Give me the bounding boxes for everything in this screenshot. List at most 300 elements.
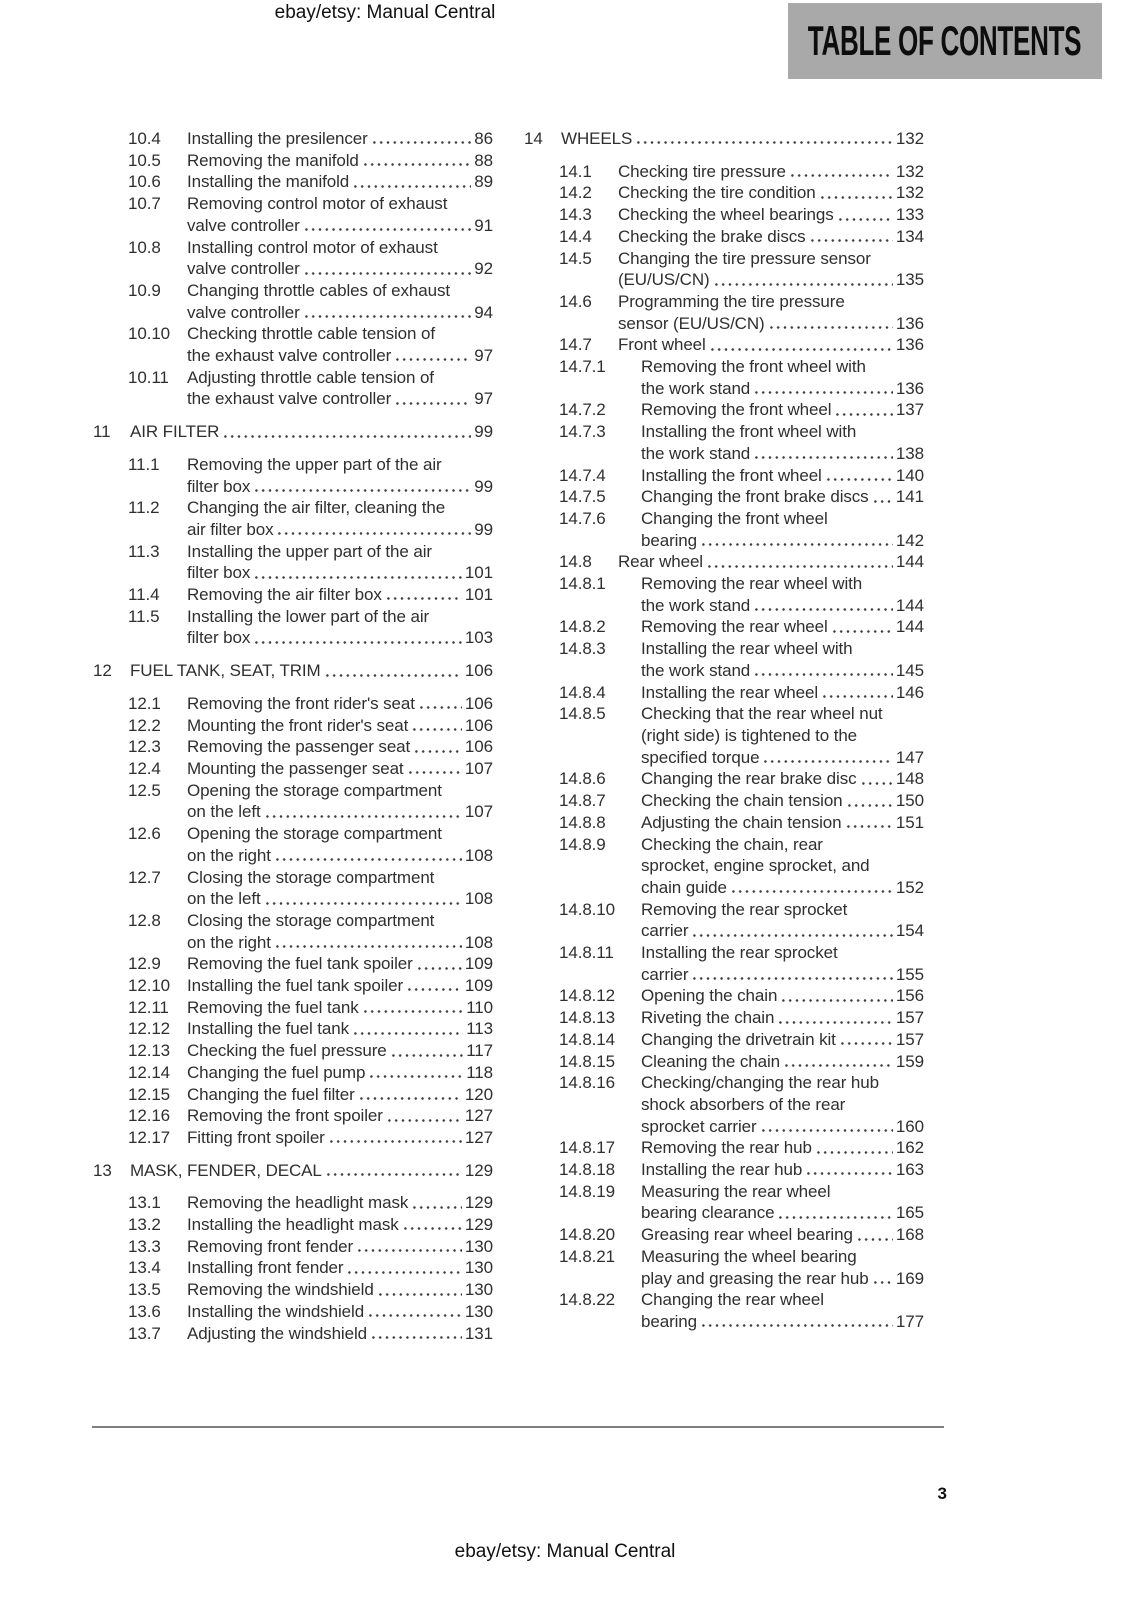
toc bbox=[93, 128, 924, 1344]
toc-entry-title: Checking throttle cable tension of bbox=[187, 324, 435, 344]
toc-entry-page: 103 bbox=[464, 628, 493, 648]
toc-entry-title: Removing the front spoiler bbox=[187, 1106, 383, 1126]
toc-entry-title: Removing the windshield bbox=[187, 1280, 374, 1300]
dot-leader bbox=[406, 975, 462, 997]
toc-entry-title: Measuring the rear wheel bbox=[641, 1181, 831, 1201]
toc-entry-title: the exhaust valve controller bbox=[187, 389, 392, 409]
toc-entry bbox=[524, 1137, 924, 1159]
toc-entry-page: 108 bbox=[464, 889, 493, 909]
toc-entry-page: 108 bbox=[464, 932, 493, 952]
toc-entry bbox=[524, 812, 924, 834]
toc-entry-number: 13.5 bbox=[128, 1280, 161, 1300]
dot-leader bbox=[760, 1116, 893, 1138]
dot-leader bbox=[394, 388, 471, 410]
toc-entry-page: 147 bbox=[895, 747, 924, 767]
dot-leader bbox=[753, 595, 893, 617]
toc-entry-title: Removing the front wheel bbox=[641, 400, 832, 420]
toc-entry-title: sprocket carrier bbox=[641, 1116, 757, 1136]
toc-entry bbox=[524, 161, 924, 183]
toc-entry-number: 14.7 bbox=[559, 335, 592, 355]
toc-entry-title: Installing the fuel tank bbox=[187, 1019, 350, 1039]
dot-leader bbox=[860, 768, 893, 790]
toc-entry-title: Removing the rear sprocket bbox=[641, 899, 848, 919]
toc-entry-title: Removing front fender bbox=[187, 1236, 354, 1256]
toc-entry bbox=[93, 910, 493, 953]
toc-entry-page: 144 bbox=[895, 595, 924, 615]
toc-entry-title: Checking the wheel bearings bbox=[618, 205, 834, 225]
toc-entry-page: 106 bbox=[464, 661, 493, 681]
toc-entry-page: 88 bbox=[474, 150, 493, 170]
toc-entry-title: on the right bbox=[187, 932, 271, 952]
toc-entry-number: 12.16 bbox=[128, 1106, 171, 1126]
toc-entry bbox=[93, 1257, 493, 1279]
toc-entry-page: 131 bbox=[464, 1323, 493, 1343]
toc-entry-number: 12.1 bbox=[128, 693, 161, 713]
toc-entry-number: 10.9 bbox=[128, 280, 161, 300]
toc-entry-page: 92 bbox=[474, 259, 493, 279]
dot-leader bbox=[303, 258, 472, 280]
toc-entry-title: Front wheel bbox=[618, 335, 706, 355]
toc-entry-title: Installing the lower part of the air bbox=[187, 606, 430, 626]
toc-entry-number: 14.8.20 bbox=[559, 1225, 616, 1245]
dot-leader bbox=[789, 161, 893, 183]
toc-entry bbox=[524, 1224, 924, 1246]
toc-entry-number: 10.11 bbox=[128, 367, 169, 387]
toc-entry-title: Installing the rear wheel with bbox=[641, 639, 853, 659]
toc-entry-number: 11.2 bbox=[128, 498, 160, 518]
toc-entry-title: Adjusting the windshield bbox=[187, 1323, 367, 1343]
toc-entry-title: Mounting the front rider's seat bbox=[187, 715, 409, 735]
toc-entry-title: Opening the storage compartment bbox=[187, 780, 442, 800]
dot-leader bbox=[358, 1084, 462, 1106]
toc-entry-page: 151 bbox=[895, 812, 924, 832]
dot-leader bbox=[325, 1160, 462, 1182]
toc-entry-page: 145 bbox=[895, 660, 924, 680]
toc-entry-number: 14.4 bbox=[559, 226, 592, 246]
toc-entry-number: 12 bbox=[93, 661, 112, 681]
toc-entry-title: Changing the rear wheel bbox=[641, 1290, 824, 1310]
toc-entry-page: 91 bbox=[474, 215, 493, 235]
toc-entry-title: Removing the rear wheel bbox=[641, 617, 828, 637]
toc-entry bbox=[93, 1127, 493, 1149]
toc-entry-title: Changing the rear brake disc bbox=[641, 769, 857, 789]
dot-leader bbox=[370, 1323, 462, 1345]
dot-leader bbox=[872, 486, 893, 508]
toc-entry-page: 157 bbox=[895, 1029, 924, 1049]
toc-entry bbox=[93, 541, 493, 584]
dot-leader bbox=[264, 801, 462, 823]
toc-entry-number: 14.8.2 bbox=[559, 617, 606, 637]
toc-entry-page: 156 bbox=[895, 986, 924, 1006]
dot-leader bbox=[377, 1279, 462, 1301]
toc-entry bbox=[524, 486, 924, 508]
toc-entry-page: 133 bbox=[895, 205, 924, 225]
toc-entry-page: 109 bbox=[464, 976, 493, 996]
toc-entry-title: Greasing rear wheel bearing bbox=[641, 1225, 853, 1245]
dot-leader bbox=[324, 660, 462, 682]
toc-entry-number: 13.3 bbox=[128, 1236, 161, 1256]
toc-entry-title: Riveting the chain bbox=[641, 1008, 775, 1028]
toc-entry-number: 14.8.6 bbox=[559, 769, 606, 789]
toc-entry-number: 10.10 bbox=[128, 324, 171, 344]
dot-leader bbox=[837, 204, 893, 226]
toc-entry-page: 130 bbox=[464, 1258, 493, 1278]
toc-entry bbox=[524, 768, 924, 790]
dot-leader bbox=[411, 1192, 462, 1214]
toc-entry-number: 13.6 bbox=[128, 1301, 161, 1321]
toc-section bbox=[93, 421, 493, 443]
toc-entry-page: 141 bbox=[895, 487, 924, 507]
toc-entry-number: 14.7.1 bbox=[559, 357, 606, 377]
toc-entry-number: 12.13 bbox=[128, 1041, 171, 1061]
toc-entry-title: bearing bbox=[641, 530, 698, 550]
dot-leader bbox=[416, 953, 462, 975]
toc-entry-page: 127 bbox=[464, 1127, 493, 1147]
toc-entry-number: 14.8.5 bbox=[559, 704, 606, 724]
toc-entry-title: bearing clearance bbox=[641, 1203, 775, 1223]
dot-leader bbox=[328, 1127, 462, 1149]
toc-entry bbox=[93, 736, 493, 758]
toc-entry-page: 162 bbox=[895, 1138, 924, 1158]
toc-entry-title: on the right bbox=[187, 845, 271, 865]
toc-entry bbox=[524, 291, 924, 334]
dot-leader bbox=[815, 1137, 893, 1159]
toc-entry-page: 118 bbox=[466, 1062, 493, 1082]
toc-entry-number: 14.1 bbox=[559, 161, 592, 181]
toc-entry-page: 163 bbox=[895, 1160, 924, 1180]
toc-entry-number: 12.10 bbox=[128, 976, 171, 996]
toc-entry bbox=[524, 942, 924, 985]
toc-entry-title: Changing the fuel filter bbox=[187, 1084, 355, 1104]
toc-entry-title: Removing the rear wheel with bbox=[641, 574, 863, 594]
toc-entry bbox=[93, 1301, 493, 1323]
toc-entry-page: 106 bbox=[464, 715, 493, 735]
toc-entry-page: 94 bbox=[474, 302, 493, 322]
toc-entry-number: 12.17 bbox=[128, 1127, 171, 1147]
toc-entry bbox=[524, 421, 924, 464]
toc-entry-title: Adjusting throttle cable tension of bbox=[187, 367, 434, 387]
toc-entry-title: Installing the presilencer bbox=[187, 129, 368, 148]
toc-entry-page: 101 bbox=[464, 563, 493, 583]
toc-entry bbox=[524, 551, 924, 573]
toc-entry-title: Programming the tire pressure bbox=[618, 291, 845, 311]
toc-entry bbox=[524, 1246, 924, 1289]
toc-entry-title: Changing the drivetrain kit bbox=[641, 1029, 836, 1049]
toc-entry-title: Mounting the passenger seat bbox=[187, 758, 404, 778]
toc-entry-page: 134 bbox=[895, 226, 924, 246]
toc-entry-title: Installing the rear hub bbox=[641, 1160, 803, 1180]
toc-entry-page: 109 bbox=[464, 954, 493, 974]
toc-entry bbox=[524, 248, 924, 291]
toc-entry-number: 14.8.10 bbox=[559, 899, 616, 919]
toc-entry-page: 135 bbox=[895, 270, 924, 290]
toc-entry-number: 14.6 bbox=[559, 291, 592, 311]
toc-entry-page: 138 bbox=[895, 443, 924, 463]
toc-entry-number: 14 bbox=[524, 129, 543, 148]
toc-entry-number: 12.4 bbox=[128, 758, 161, 778]
toc-entry-title: (right side) is tightened to the bbox=[641, 725, 858, 745]
toc-entry-title: the work stand bbox=[641, 660, 751, 680]
toc-entry bbox=[524, 790, 924, 812]
toc-entry bbox=[524, 182, 924, 204]
toc-entry bbox=[93, 867, 493, 910]
toc-entry-title: valve controller bbox=[187, 302, 300, 322]
toc-entry-page: 107 bbox=[464, 802, 493, 822]
toc-entry bbox=[93, 454, 493, 497]
footer-site-label: ebay/etsy: Manual Central bbox=[454, 1541, 676, 1562]
dot-leader bbox=[362, 997, 464, 1019]
toc-entry-number: 12.15 bbox=[128, 1084, 171, 1104]
toc-entry-number: 11 bbox=[93, 422, 111, 442]
toc-entry bbox=[93, 171, 493, 193]
toc-entry-number: 14.8.12 bbox=[559, 986, 616, 1006]
table-of-contents-banner bbox=[788, 3, 1102, 79]
toc-entry-page: 129 bbox=[464, 1193, 493, 1213]
toc-entry-title: Opening the storage compartment bbox=[187, 824, 442, 844]
toc-entry-title: Installing the upper part of the air bbox=[187, 541, 432, 561]
dot-leader bbox=[777, 1007, 893, 1029]
toc-entry-page: 97 bbox=[474, 346, 493, 366]
toc-entry-title: Installing the rear sprocket bbox=[641, 943, 838, 963]
toc-entry-title: the work stand bbox=[641, 595, 751, 615]
toc-entry-page: 136 bbox=[895, 313, 924, 333]
toc-entry bbox=[93, 1323, 493, 1345]
toc-entry-title: Rear wheel bbox=[618, 552, 703, 572]
header-site-label: ebay/etsy: Manual Central bbox=[274, 2, 496, 23]
toc-entry-number: 10.6 bbox=[128, 172, 161, 192]
dot-leader bbox=[407, 758, 462, 780]
toc-entry-page: 157 bbox=[895, 1008, 924, 1028]
dot-leader bbox=[730, 877, 893, 899]
toc-entry bbox=[93, 975, 493, 997]
toc-entry-title: Removing the front wheel with bbox=[641, 357, 866, 377]
dot-leader bbox=[777, 1202, 892, 1224]
toc-entry-title: Installing the front wheel with bbox=[641, 422, 857, 442]
dot-leader bbox=[367, 1301, 462, 1323]
toc-entry bbox=[524, 1007, 924, 1029]
toc-section bbox=[93, 1160, 493, 1182]
toc-entry-page: 97 bbox=[474, 389, 493, 409]
toc-entry-page: 130 bbox=[464, 1280, 493, 1300]
toc-entry bbox=[93, 323, 493, 366]
toc-entry-title: Removing the rear hub bbox=[641, 1138, 812, 1158]
toc-entry-number: 14.2 bbox=[559, 183, 592, 203]
toc-entry-number: 12.11 bbox=[128, 997, 169, 1017]
toc-entry-page: 144 bbox=[895, 617, 924, 637]
dot-leader bbox=[845, 812, 893, 834]
toc-entry-number: 14.8.9 bbox=[559, 834, 606, 854]
toc-entry-title: Checking that the rear wheel nut bbox=[641, 704, 883, 724]
dot-leader bbox=[691, 920, 892, 942]
footer-rule bbox=[92, 1426, 944, 1428]
dot-leader bbox=[385, 584, 462, 606]
toc-entry bbox=[93, 1040, 493, 1062]
toc-entry-title: (EU/US/CN) bbox=[618, 270, 710, 290]
dot-leader bbox=[709, 334, 893, 356]
toc-entry-title: Opening the chain bbox=[641, 986, 778, 1006]
toc-entry bbox=[93, 606, 493, 649]
toc-entry bbox=[524, 899, 924, 942]
toc-entry-page: 99 bbox=[474, 519, 493, 539]
toc-entry-title: Installing front fender bbox=[187, 1258, 344, 1278]
toc-entry-title: Changing the front wheel bbox=[641, 508, 828, 528]
toc-entry-number: 14.7.2 bbox=[559, 400, 606, 420]
toc-entry-number: 14.7.3 bbox=[559, 422, 606, 442]
toc-entry-title: Closing the storage compartment bbox=[187, 867, 435, 887]
dot-leader bbox=[700, 530, 893, 552]
toc-entry-title: on the left bbox=[187, 889, 261, 909]
toc-entry-page: 132 bbox=[895, 161, 924, 181]
toc-entry-number: 14.8.3 bbox=[559, 639, 606, 659]
toc-entry-title: Removing the fuel tank bbox=[187, 997, 359, 1017]
toc-entry bbox=[524, 1289, 924, 1332]
dot-leader bbox=[390, 1040, 464, 1062]
toc-entry-number: 12.5 bbox=[128, 780, 161, 800]
toc-entry-page: 168 bbox=[895, 1225, 924, 1245]
toc-entry bbox=[524, 226, 924, 248]
toc-entry-title: filter box bbox=[187, 628, 251, 648]
toc-entry-number: 12.12 bbox=[128, 1019, 171, 1039]
dot-leader bbox=[394, 345, 471, 367]
toc-entry-page: 86 bbox=[474, 129, 493, 148]
toc-entry-title: carrier bbox=[641, 964, 689, 984]
toc-entry bbox=[93, 1018, 493, 1040]
dot-leader bbox=[368, 1062, 463, 1084]
toc-entry bbox=[93, 1062, 493, 1084]
toc-entry-title: Checking the tire condition bbox=[618, 183, 816, 203]
toc-entry-title: FUEL TANK, SEAT, TRIM bbox=[130, 661, 321, 681]
toc-entry-title: Changing the tire pressure sensor bbox=[618, 248, 871, 268]
toc-entry-title: Cleaning the chain bbox=[641, 1051, 781, 1071]
toc-entry-page: 108 bbox=[464, 845, 493, 865]
toc-entry-title: Checking the fuel pressure bbox=[187, 1041, 387, 1061]
toc-entry bbox=[524, 508, 924, 551]
toc-entry bbox=[524, 616, 924, 638]
toc-entry-page: 107 bbox=[464, 758, 493, 778]
toc-entry bbox=[93, 997, 493, 1019]
dot-leader bbox=[371, 128, 472, 150]
dot-leader bbox=[413, 736, 462, 758]
toc-entry-title: filter box bbox=[187, 563, 251, 583]
dot-leader bbox=[386, 1105, 462, 1127]
toc-entry-title: filter box bbox=[187, 476, 251, 496]
toc-entry-page: 136 bbox=[895, 335, 924, 355]
toc-entry bbox=[93, 758, 493, 780]
toc-entry-title: Checking/changing the rear hub bbox=[641, 1073, 879, 1093]
toc-entry-page: 106 bbox=[464, 693, 493, 713]
toc-entry-page: 152 bbox=[895, 877, 924, 897]
toc-entry-number: 12.14 bbox=[128, 1062, 171, 1082]
toc-entry-title: Removing the passenger seat bbox=[187, 737, 411, 757]
toc-entry bbox=[524, 465, 924, 487]
toc-entry bbox=[524, 1029, 924, 1051]
toc-entry-page: 154 bbox=[895, 921, 924, 941]
dot-leader bbox=[352, 171, 471, 193]
toc-entry bbox=[93, 1236, 493, 1258]
toc-entry-page: 117 bbox=[466, 1041, 493, 1061]
toc-entry bbox=[93, 823, 493, 866]
toc-entry-number: 14.8.11 bbox=[559, 943, 614, 963]
toc-entry bbox=[524, 399, 924, 421]
toc-entry-title: Changing the air filter, cleaning the bbox=[187, 498, 446, 518]
toc-entry bbox=[524, 1159, 924, 1181]
toc-entry-title: sensor (EU/US/CN) bbox=[618, 313, 765, 333]
toc-entry-page: 177 bbox=[895, 1311, 924, 1331]
toc-entry-title: Installing the rear wheel bbox=[641, 682, 819, 702]
toc-entry-page: 160 bbox=[895, 1116, 924, 1136]
dot-leader bbox=[253, 476, 471, 498]
toc-entry-title: Checking the chain, rear bbox=[641, 834, 823, 854]
dot-leader bbox=[303, 302, 472, 324]
toc-entry-page: 130 bbox=[464, 1236, 493, 1256]
toc-entry-number: 14.8.4 bbox=[559, 682, 606, 702]
dot-leader bbox=[856, 1224, 893, 1246]
dot-leader bbox=[274, 932, 462, 954]
dot-leader bbox=[352, 1018, 463, 1040]
dot-leader bbox=[346, 1257, 461, 1279]
toc-entry-number: 14.8.17 bbox=[559, 1138, 616, 1158]
toc-entry-number: 10.4 bbox=[128, 129, 161, 148]
dot-leader bbox=[635, 128, 893, 150]
toc-entry-number: 10.5 bbox=[128, 150, 161, 170]
toc-entry-title: Removing the headlight mask bbox=[187, 1193, 409, 1213]
toc-section bbox=[93, 660, 493, 682]
toc-entry-title: carrier bbox=[641, 921, 689, 941]
dot-leader bbox=[753, 660, 893, 682]
toc-entry bbox=[524, 985, 924, 1007]
dot-leader bbox=[356, 1236, 462, 1258]
toc-entry-title: the work stand bbox=[641, 443, 751, 463]
toc-entry-page: 113 bbox=[466, 1019, 493, 1039]
toc-entry bbox=[93, 780, 493, 823]
dot-leader bbox=[418, 693, 462, 715]
toc-entry-number: 11.5 bbox=[128, 606, 160, 626]
toc-entry bbox=[524, 204, 924, 226]
dot-leader bbox=[834, 399, 893, 421]
toc-entry bbox=[93, 1105, 493, 1127]
toc-entry bbox=[524, 1072, 924, 1137]
toc-entry-number: 14.8.22 bbox=[559, 1290, 616, 1310]
toc-entry-number: 14.5 bbox=[559, 248, 592, 268]
toc-entry-number: 14.7.5 bbox=[559, 487, 606, 507]
toc-entry-page: 136 bbox=[895, 378, 924, 398]
toc-entry-number: 12.7 bbox=[128, 867, 161, 887]
toc-entry bbox=[93, 1214, 493, 1236]
toc-entry-title: WHEELS bbox=[561, 129, 633, 148]
toc-entry-title: Checking the brake discs bbox=[618, 226, 806, 246]
dot-leader bbox=[253, 562, 462, 584]
toc-entry-number: 11.3 bbox=[128, 541, 160, 561]
toc-entry-number: 14.8.14 bbox=[559, 1029, 616, 1049]
toc-entry-page: 127 bbox=[464, 1106, 493, 1126]
toc-entry-number: 12.6 bbox=[128, 824, 161, 844]
toc-entry-page: 155 bbox=[895, 964, 924, 984]
toc-entry-title: Checking tire pressure bbox=[618, 161, 786, 181]
toc-entry-title: shock absorbers of the rear bbox=[641, 1094, 846, 1114]
toc-entry-number: 14.8.18 bbox=[559, 1160, 616, 1180]
toc-entry-title: Removing the air filter box bbox=[187, 585, 382, 605]
dot-leader bbox=[706, 551, 893, 573]
toc-entry-number: 13.7 bbox=[128, 1323, 161, 1343]
toc-entry-title: Fitting front spoiler bbox=[187, 1127, 325, 1147]
toc-entry-number: 13.4 bbox=[128, 1258, 161, 1278]
toc-entry-page: 101 bbox=[464, 585, 493, 605]
toc-entry-page: 150 bbox=[895, 791, 924, 811]
toc-entry bbox=[93, 193, 493, 236]
dot-leader bbox=[713, 269, 893, 291]
toc-entry bbox=[93, 953, 493, 975]
toc-entry-number: 13 bbox=[93, 1160, 112, 1180]
